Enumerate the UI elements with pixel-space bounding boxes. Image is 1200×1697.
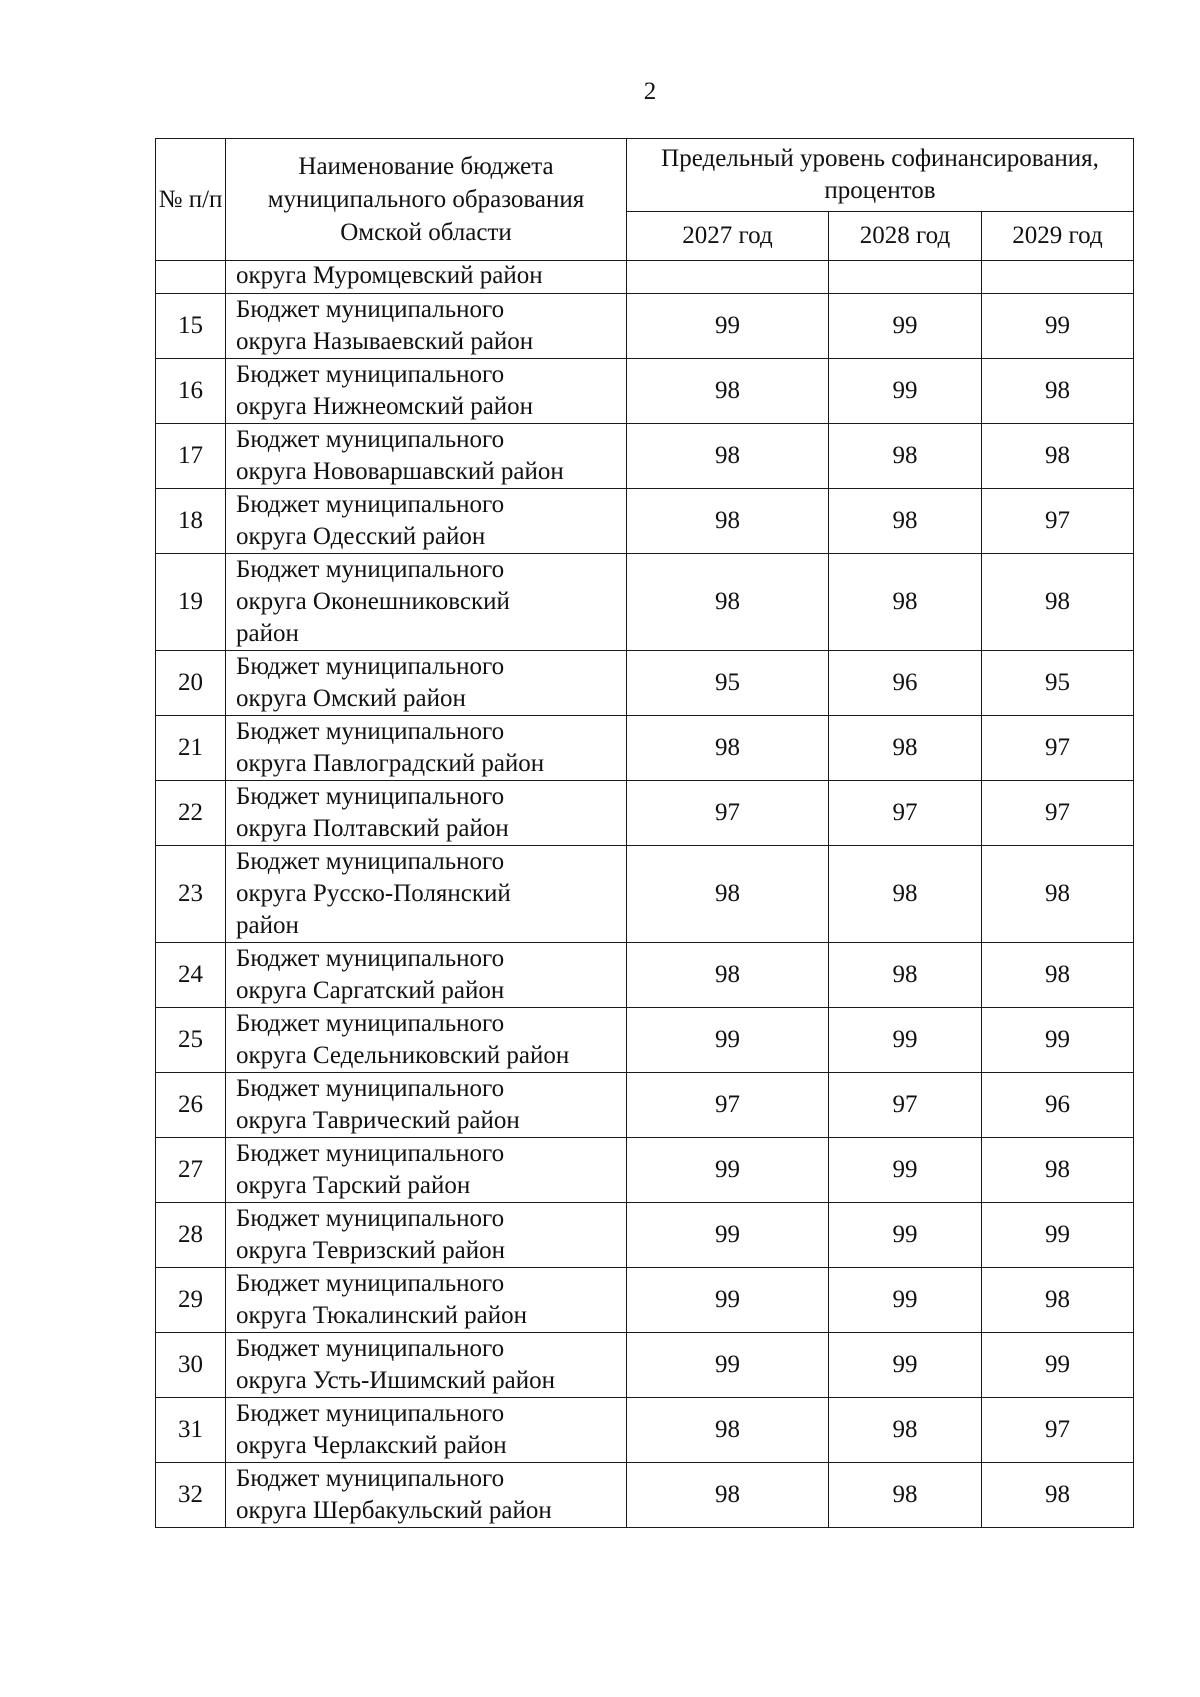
row-value-2028: 98 <box>829 489 982 554</box>
row-value-2027: 98 <box>627 943 829 1008</box>
row-budget-name <box>226 1138 627 1203</box>
row-value-2028: 98 <box>829 1463 982 1528</box>
table-row <box>156 846 1134 943</box>
table-row <box>156 1203 1134 1268</box>
row-value-2029: 98 <box>982 424 1134 489</box>
budget-name-line: Бюджет муниципального <box>236 783 505 810</box>
row-value-2029: 98 <box>982 554 1134 651</box>
row-number: 22 <box>156 781 226 846</box>
row-number: 29 <box>156 1268 226 1333</box>
table-row <box>156 424 1134 489</box>
row-value-2027: 99 <box>627 1333 829 1398</box>
budget-name-line: район <box>236 912 299 939</box>
budget-name-line: округа Омский район <box>236 685 466 712</box>
row-number: 27 <box>156 1138 226 1203</box>
row-budget-name <box>226 1073 627 1138</box>
row-budget-name <box>226 554 627 651</box>
table-row <box>156 359 1134 424</box>
budget-name-line: Бюджет муниципального <box>236 1400 505 1427</box>
table-row <box>156 1398 1134 1463</box>
row-value-2028: 99 <box>829 359 982 424</box>
row-value-2027: 98 <box>627 424 829 489</box>
budget-name-line: округа Тюкалинский район <box>236 1302 528 1329</box>
row-budget-name <box>226 943 627 1008</box>
row-value-2028: 99 <box>829 1138 982 1203</box>
row-budget-name <box>226 1463 627 1528</box>
row-budget-name <box>226 294 627 359</box>
budget-name-line: Бюджет муниципального <box>236 1010 505 1037</box>
budget-name-line: округа Нововаршавский район <box>236 458 564 485</box>
row-budget-name <box>226 781 627 846</box>
header-budget-name: Наименование бюджета муниципального образования Омской области <box>226 139 627 261</box>
budget-name-line: округа Тарский район <box>236 1172 471 1199</box>
table-body <box>156 261 1134 1528</box>
table-row <box>156 1008 1134 1073</box>
budget-name-line: округа Полтавский район <box>236 815 509 842</box>
row-number <box>156 261 226 294</box>
row-value-2029: 98 <box>982 846 1134 943</box>
row-number: 23 <box>156 846 226 943</box>
row-value-2027: 99 <box>627 1268 829 1333</box>
budget-name-line: Бюджет муниципального <box>236 361 505 388</box>
table-row <box>156 554 1134 651</box>
row-budget-name: округа Муромцевский район <box>226 261 627 294</box>
row-budget-name <box>226 489 627 554</box>
row-budget-name <box>226 1333 627 1398</box>
budget-name-line: округа Русско-Полянский <box>236 880 511 907</box>
row-value-2027: 97 <box>627 781 829 846</box>
row-budget-name <box>226 359 627 424</box>
row-value-2028: 97 <box>829 1073 982 1138</box>
row-value-2029: 97 <box>982 781 1134 846</box>
budget-name-line: Бюджет муниципального <box>236 426 505 453</box>
row-value-2027: 97 <box>627 1073 829 1138</box>
budget-name-line: Бюджет муниципального <box>236 1205 505 1232</box>
row-value-2027: 99 <box>627 1203 829 1268</box>
row-budget-name <box>226 424 627 489</box>
row-number: 28 <box>156 1203 226 1268</box>
row-value-2028: 98 <box>829 424 982 489</box>
row-value-2027 <box>627 261 829 294</box>
row-number: 32 <box>156 1463 226 1528</box>
row-number: 24 <box>156 943 226 1008</box>
row-budget-name <box>226 1268 627 1333</box>
row-value-2027: 98 <box>627 1463 829 1528</box>
row-number: 31 <box>156 1398 226 1463</box>
budget-name-line: округа Тевризский район <box>236 1237 505 1264</box>
row-budget-name <box>226 1398 627 1463</box>
row-value-2028: 99 <box>829 1008 982 1073</box>
row-value-2028: 98 <box>829 716 982 781</box>
budget-name-line: округа Оконешниковский <box>236 588 510 615</box>
budget-name-line: округа Называевский район <box>236 328 534 355</box>
table-row <box>156 1333 1134 1398</box>
table-row-continuation <box>156 261 1134 294</box>
page-number: 2 <box>643 78 657 105</box>
row-budget-name <box>226 716 627 781</box>
row-value-2028: 99 <box>829 294 982 359</box>
row-value-2029: 98 <box>982 943 1134 1008</box>
budget-name-line: Бюджет муниципального <box>236 848 505 875</box>
row-value-2028: 99 <box>829 1333 982 1398</box>
budget-name-line: Бюджет муниципального <box>236 1335 505 1362</box>
budget-name-line: Бюджет муниципального <box>236 945 505 972</box>
row-value-2027: 99 <box>627 294 829 359</box>
budget-name-line: Бюджет муниципального <box>236 1075 505 1102</box>
budget-name-line: округа Павлоградский район <box>236 750 545 777</box>
row-value-2027: 99 <box>627 1138 829 1203</box>
table-header <box>156 139 1134 261</box>
table-row <box>156 1138 1134 1203</box>
row-value-2029: 97 <box>982 489 1134 554</box>
row-number: 15 <box>156 294 226 359</box>
budget-name-line: Бюджет муниципального <box>236 296 505 323</box>
row-number: 20 <box>156 651 226 716</box>
header-year-2029: 2029 год <box>982 212 1134 261</box>
row-value-2029: 95 <box>982 651 1134 716</box>
row-number: 26 <box>156 1073 226 1138</box>
row-value-2029: 98 <box>982 1268 1134 1333</box>
row-number: 30 <box>156 1333 226 1398</box>
row-number: 25 <box>156 1008 226 1073</box>
row-value-2029: 99 <box>982 294 1134 359</box>
budget-name-line: Бюджет муниципального <box>236 1465 505 1492</box>
row-value-2029: 97 <box>982 716 1134 781</box>
budget-name-line: Бюджет муниципального <box>236 718 505 745</box>
budget-name-line: округа Таврический район <box>236 1107 520 1134</box>
row-value-2028: 96 <box>829 651 982 716</box>
row-value-2028: 98 <box>829 554 982 651</box>
table-row <box>156 781 1134 846</box>
table-row <box>156 716 1134 781</box>
budget-name-line: округа Седельниковский район <box>236 1042 570 1069</box>
row-value-2028: 99 <box>829 1268 982 1333</box>
row-value-2027: 98 <box>627 489 829 554</box>
row-value-2029: 99 <box>982 1333 1134 1398</box>
row-number: 17 <box>156 424 226 489</box>
row-value-2027: 98 <box>627 359 829 424</box>
row-budget-name <box>226 1008 627 1073</box>
budget-name-line: округа Усть-Ишимский район <box>236 1367 555 1394</box>
budget-name-line: округа Шербакульский район <box>236 1497 552 1524</box>
row-value-2028: 98 <box>829 1398 982 1463</box>
row-value-2029: 98 <box>982 1138 1134 1203</box>
table-row <box>156 1463 1134 1528</box>
row-budget-name <box>226 651 627 716</box>
row-value-2029: 96 <box>982 1073 1134 1138</box>
row-value-2029 <box>982 261 1134 294</box>
budget-name-line: округа Черлакский район <box>236 1432 507 1459</box>
budget-name-line: Бюджет муниципального <box>236 556 505 583</box>
row-value-2027: 95 <box>627 651 829 716</box>
row-value-2029: 97 <box>982 1398 1134 1463</box>
table-row <box>156 943 1134 1008</box>
row-value-2029: 99 <box>982 1203 1134 1268</box>
budget-name-line: Бюджет муниципального <box>236 1270 505 1297</box>
row-value-2029: 98 <box>982 359 1134 424</box>
row-budget-name <box>226 846 627 943</box>
table-row <box>156 294 1134 359</box>
budget-name-line: Бюджет муниципального <box>236 1140 505 1167</box>
budget-name-line: Бюджет муниципального <box>236 653 505 680</box>
row-value-2029: 99 <box>982 1008 1134 1073</box>
row-number: 19 <box>156 554 226 651</box>
row-value-2028: 98 <box>829 846 982 943</box>
row-value-2028: 97 <box>829 781 982 846</box>
row-number: 18 <box>156 489 226 554</box>
row-value-2027: 99 <box>627 1008 829 1073</box>
row-number: 16 <box>156 359 226 424</box>
header-year-2028: 2028 год <box>829 212 982 261</box>
row-value-2027: 98 <box>627 846 829 943</box>
table-row <box>156 489 1134 554</box>
budget-name-line: район <box>236 620 299 647</box>
budget-name-line: Бюджет муниципального <box>236 491 505 518</box>
row-value-2028: 98 <box>829 943 982 1008</box>
row-value-2028: 99 <box>829 1203 982 1268</box>
header-year-2027: 2027 год <box>627 212 829 261</box>
budget-name-line: округа Нижнеомский район <box>236 393 534 420</box>
table-row <box>156 1268 1134 1333</box>
table-row <box>156 651 1134 716</box>
row-value-2027: 98 <box>627 554 829 651</box>
cofinancing-table <box>155 138 1134 1528</box>
row-value-2029: 98 <box>982 1463 1134 1528</box>
row-value-2028 <box>829 261 982 294</box>
row-value-2027: 98 <box>627 716 829 781</box>
header-num: № п/п <box>156 139 226 261</box>
table-row <box>156 1073 1134 1138</box>
row-budget-name <box>226 1203 627 1268</box>
row-number: 21 <box>156 716 226 781</box>
header-cofinancing-level: Предельный уровень софинансирования, процентов <box>627 139 1134 212</box>
budget-name-line: округа Саргатский район <box>236 977 505 1004</box>
row-value-2027: 98 <box>627 1398 829 1463</box>
budget-name-line: округа Одесский район <box>236 523 486 550</box>
